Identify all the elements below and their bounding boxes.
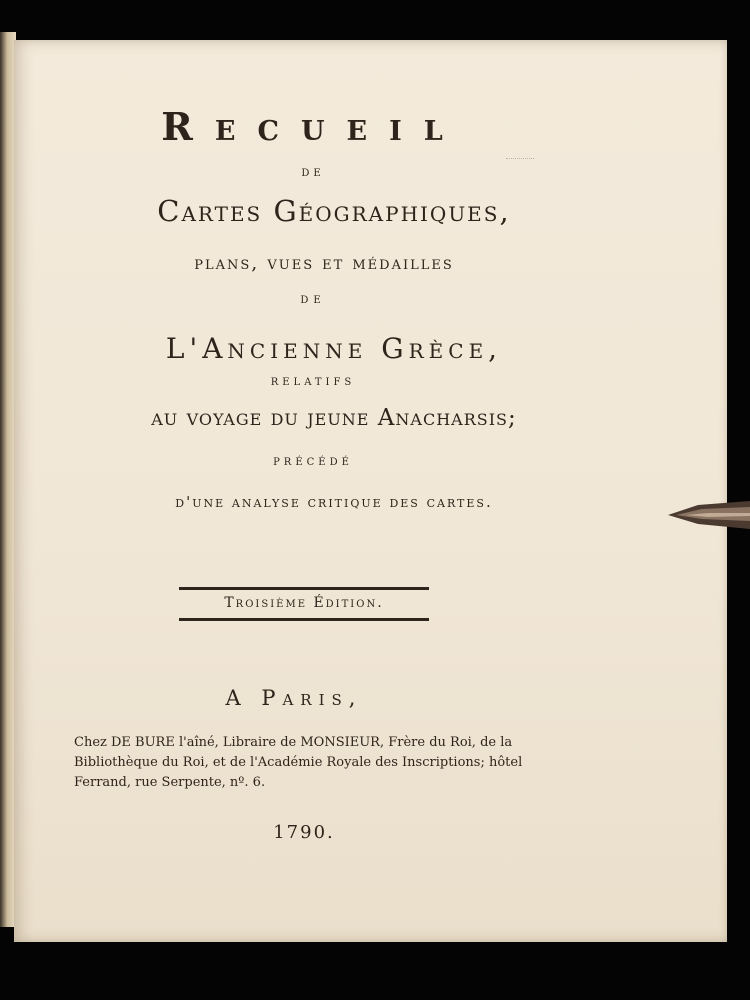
title-de-2: de	[300, 291, 326, 307]
imprint-line-2: Bibliothèque du Roi, et de l'Académie Royale des Inscriptions; hôtel	[74, 755, 523, 770]
title-de-1: de	[301, 164, 325, 180]
title-plans: plans, vues et médailles	[194, 252, 454, 274]
title-analyse: d'une analyse critique des cartes.	[175, 493, 493, 511]
title-cartes: Cartes Géographiques,	[157, 194, 511, 228]
book-clip	[668, 501, 750, 529]
title-grece: L'Ancienne Grèce,	[165, 332, 503, 365]
title-relatifs: relatifs	[270, 373, 356, 389]
library-stamp	[506, 158, 534, 164]
imprint-line-1: Chez DE BURE l'aîné, Libraire de MONSIEUR, Frère du Roi, de la	[74, 735, 513, 750]
title-voyage: au voyage du jeune Anacharsis;	[151, 405, 517, 431]
title-recueil: Recueil	[161, 104, 465, 149]
imprint-line-3: Ferrand, rue Serpente, nº. 6.	[74, 775, 266, 790]
imprint-place: A Paris,	[225, 686, 363, 710]
imprint-year: 1790.	[273, 822, 335, 843]
imprint-text	[74, 733, 534, 793]
edition-label: Troisième Édition.	[224, 595, 384, 611]
edition-rule-top	[179, 587, 429, 590]
title-page	[14, 40, 727, 942]
edition-rule-bottom	[179, 618, 429, 621]
title-precede: précédé	[273, 453, 353, 469]
